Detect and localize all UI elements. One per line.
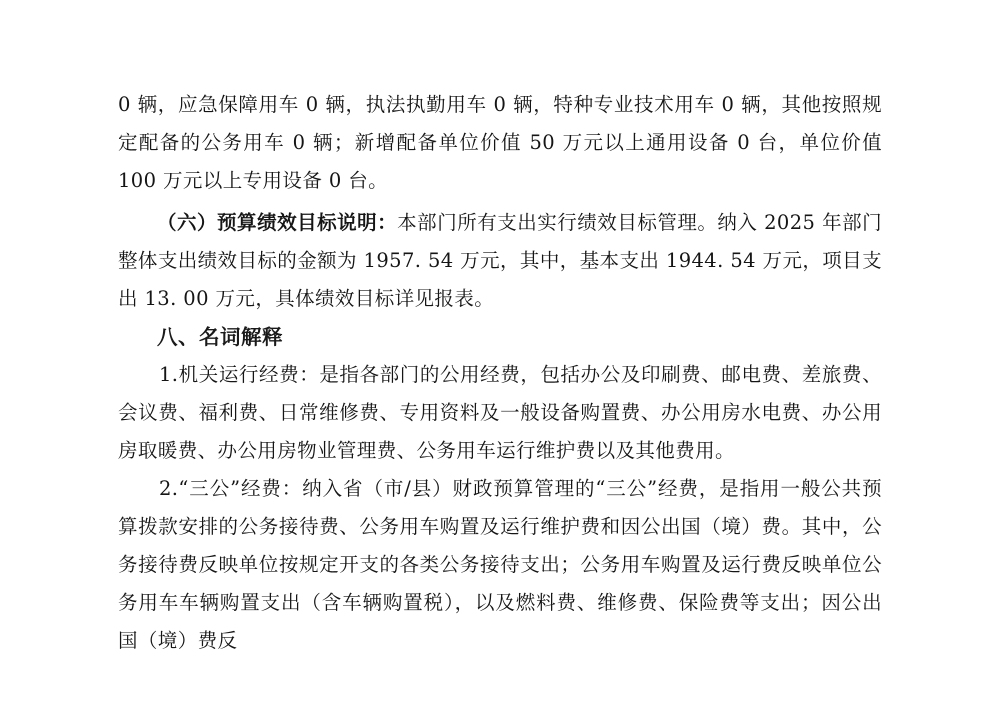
glossary-item-1 xyxy=(118,356,882,470)
glossary-item-2 xyxy=(118,470,882,660)
glossary-item-2-number: 2. xyxy=(159,477,179,500)
performance-goals-label: （六）预算绩效目标说明： xyxy=(157,211,398,234)
performance-goals-text: 本部门所有支出实行绩效目标管理。纳入 2025 年部门整体支出绩效目标的金额为 1957. 54 万元，其中，基本支出 1944. 54 万元，项目支出 13. 00 万元，具体绩效目标详见报表。 xyxy=(118,211,882,310)
paragraph-performance-goals xyxy=(118,204,882,318)
paragraph-vehicles: 0 辆，应急保障用车 0 辆，执法执勤用车 0 辆，特种专业技术用车 0 辆，其他按照规定配备的公务用车 0 辆；新增配备单位价值 50 万元以上通用设备 0 台，单位价值 100 万元以上专用设备 0 台。 xyxy=(118,93,882,192)
document-body xyxy=(118,86,882,660)
glossary-item-1-text: 是指各部门的公用经费，包括办公及印刷费、邮电费、差旅费、会议费、福利费、日常维修费、专用资料及一般设备购置费、办公用房水电费、办公用房取暖费、办公用房物业管理费、公务用车运行维护费以及其他费用。 xyxy=(118,363,882,462)
glossary-item-1-term: 机关运行经费： xyxy=(178,363,320,386)
glossary-item-1-number: 1. xyxy=(159,363,179,386)
section-heading-terms: 八、名词解释 xyxy=(157,325,283,349)
glossary-item-2-term: “三公”经费： xyxy=(178,477,303,500)
glossary-item-2-text: 纳入省（市/县）财政预算管理的“三公”经费，是指用一般公共预算拨款安排的公务接待费、公务用车购置及运行维护费和因公出国（境）费。其中，公务接待费反映单位按规定开支的各类公务接待支出；公务用车购置及运行费反映单位公务用车车辆购置支出（含车辆购置税），以及燃料费、维修费、保险费等支出；因公出国（境）费反 xyxy=(118,477,882,652)
